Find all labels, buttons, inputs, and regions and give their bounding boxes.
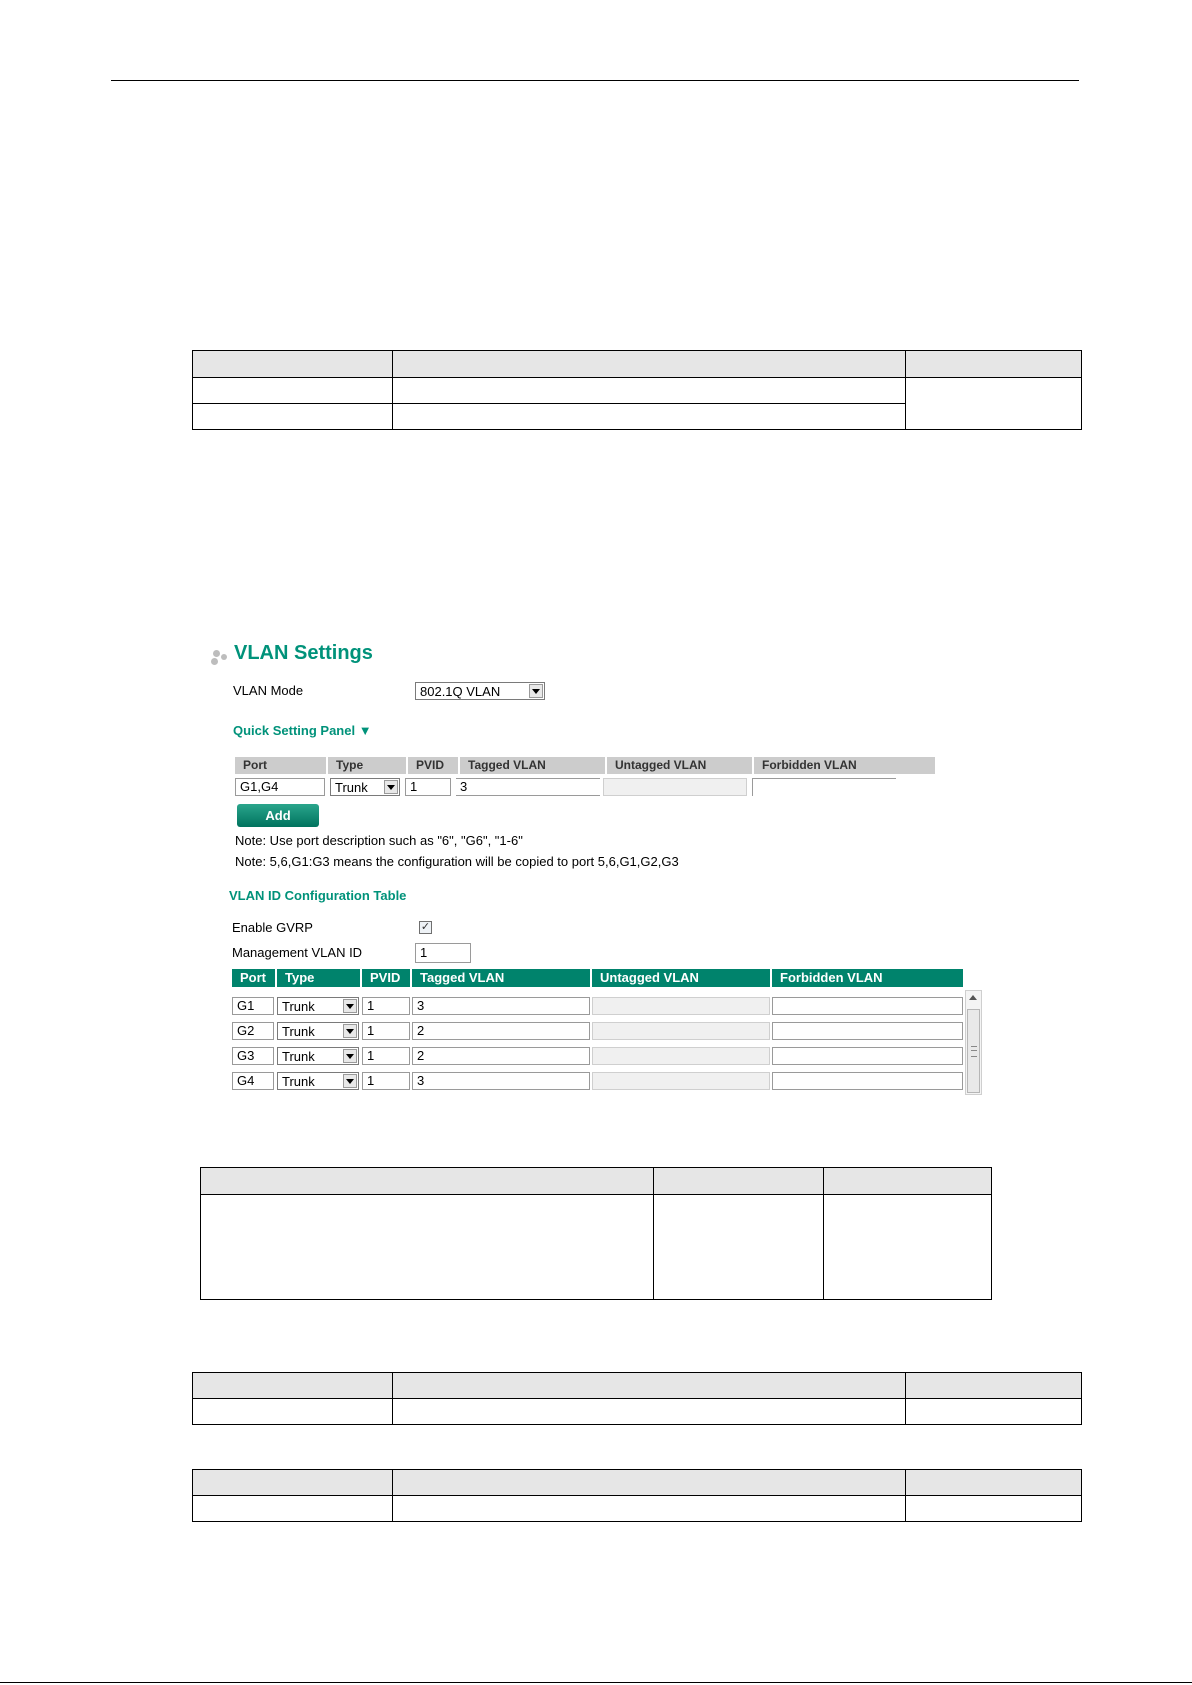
row-type-select[interactable] [277, 1022, 359, 1040]
quick-header-untagged: Untagged VLAN [607, 757, 752, 774]
row-port: G3 [232, 1047, 274, 1065]
row-forbidden-input[interactable] [772, 997, 963, 1015]
table-header-cell [193, 1373, 393, 1399]
triangle-down-icon: ▼ [358, 723, 372, 738]
table-cell [193, 1496, 393, 1522]
row-tagged-input[interactable]: 2 [412, 1047, 590, 1065]
quick-forbidden-input[interactable] [752, 778, 896, 796]
row-type-select[interactable] [277, 997, 359, 1015]
title-dots-icon [211, 650, 231, 666]
row-untagged-input [592, 1072, 770, 1090]
chevron-down-icon [384, 780, 398, 794]
table-header-cell [906, 1470, 1082, 1496]
table-header-untagged: Untagged VLAN [592, 969, 770, 987]
table-cell [393, 1399, 906, 1425]
row-type-value: Trunk [282, 1074, 315, 1089]
quick-header-tagged: Tagged VLAN [460, 757, 605, 774]
footer-rule [0, 1682, 1192, 1683]
setting-table-1 [192, 350, 1082, 430]
table-scrollbar[interactable] [965, 990, 982, 1095]
table-header-cell [393, 1373, 906, 1399]
grip-icon [971, 1046, 977, 1057]
table-cell [654, 1195, 824, 1300]
table-cell [193, 1399, 393, 1425]
row-type-select[interactable] [277, 1047, 359, 1065]
row-untagged-input [592, 1047, 770, 1065]
vlan-mode-value: 802.1Q VLAN [420, 684, 501, 699]
row-untagged-input [592, 997, 770, 1015]
table-header-pvid: PVID [362, 969, 410, 987]
setting-table-4 [192, 1469, 1082, 1522]
note-line-1: Note: Use port description such as "6", "G6", "1-6" [235, 833, 523, 848]
row-type-value: Trunk [282, 1049, 315, 1064]
table-cell [906, 1496, 1082, 1522]
table-header-forbidden: Forbidden VLAN [772, 969, 963, 987]
header-rule [111, 80, 1079, 81]
row-port: G2 [232, 1022, 274, 1040]
management-vlan-label: Management VLAN ID [232, 945, 363, 960]
quick-type-select[interactable] [330, 778, 400, 796]
row-forbidden-input[interactable] [772, 1072, 963, 1090]
row-tagged-input[interactable]: 3 [412, 997, 590, 1015]
table-cell [393, 378, 906, 404]
row-pvid-input[interactable]: 1 [362, 997, 410, 1015]
chevron-down-icon [343, 1074, 357, 1088]
table-header-cell [193, 1470, 393, 1496]
setting-table-3 [192, 1372, 1082, 1425]
quick-setting-panel-toggle[interactable] [233, 723, 372, 738]
table-header-tagged: Tagged VLAN [412, 969, 590, 987]
table-cell [906, 378, 1082, 430]
quick-header-pvid: PVID [408, 757, 458, 774]
quick-port-input[interactable]: G1,G4 [235, 778, 325, 796]
row-pvid-input[interactable]: 1 [362, 1022, 410, 1040]
chevron-down-icon [529, 684, 543, 698]
table-cell [824, 1195, 992, 1300]
table-cell [393, 404, 906, 430]
table-header-cell [824, 1168, 992, 1195]
management-vlan-input[interactable]: 1 [415, 943, 471, 963]
table-cell [906, 1399, 1082, 1425]
row-port: G1 [232, 997, 274, 1015]
vlan-mode-label: VLAN Mode [233, 683, 304, 698]
quick-tagged-input[interactable]: 3 [456, 778, 600, 796]
table-cell [193, 404, 393, 430]
quick-setting-panel-label: Quick Setting Panel [233, 723, 356, 738]
row-untagged-input [592, 1022, 770, 1040]
note-line-2: Note: 5,6,G1:G3 means the configuration will be copied to port 5,6,G1,G2,G3 [235, 854, 679, 869]
table-cell [193, 378, 393, 404]
scroll-thumb[interactable] [967, 1009, 980, 1093]
table-header-type: Type [277, 969, 360, 987]
config-table-title: VLAN ID Configuration Table [229, 888, 407, 903]
chevron-down-icon [343, 999, 357, 1013]
quick-header-type: Type [328, 757, 406, 774]
quick-header-forbidden: Forbidden VLAN [754, 757, 935, 774]
row-type-value: Trunk [282, 1024, 315, 1039]
vlan-settings-screenshot [205, 630, 985, 1100]
table-header-cell [193, 351, 393, 378]
row-forbidden-input[interactable] [772, 1047, 963, 1065]
table-header-cell [654, 1168, 824, 1195]
quick-header-port: Port [235, 757, 326, 774]
quick-untagged-input [603, 778, 747, 796]
table-header-port: Port [232, 969, 275, 987]
table-header-cell [906, 1373, 1082, 1399]
table-header-cell [201, 1168, 654, 1195]
vlan-mode-select[interactable] [415, 682, 545, 700]
enable-gvrp-label: Enable GVRP [232, 920, 313, 935]
row-tagged-input[interactable]: 2 [412, 1022, 590, 1040]
row-forbidden-input[interactable] [772, 1022, 963, 1040]
enable-gvrp-checkbox[interactable]: ✓ [420, 921, 431, 933]
row-pvid-input[interactable]: 1 [362, 1072, 410, 1090]
table-cell [201, 1195, 654, 1300]
table-header-cell [393, 351, 906, 378]
row-port: G4 [232, 1072, 274, 1090]
row-type-select[interactable] [277, 1072, 359, 1090]
row-tagged-input[interactable]: 3 [412, 1072, 590, 1090]
setting-table-2 [200, 1167, 992, 1300]
scroll-up-icon[interactable] [969, 995, 977, 1000]
quick-pvid-input[interactable]: 1 [405, 778, 451, 796]
row-type-value: Trunk [282, 999, 315, 1014]
row-pvid-input[interactable]: 1 [362, 1047, 410, 1065]
table-cell [393, 1496, 906, 1522]
chevron-down-icon [343, 1024, 357, 1038]
chevron-down-icon [343, 1049, 357, 1063]
table-header-cell [906, 351, 1082, 378]
table-header-cell [393, 1470, 906, 1496]
add-button[interactable]: Add [237, 804, 319, 827]
quick-type-value: Trunk [335, 780, 368, 795]
vlan-settings-title: VLAN Settings [234, 642, 373, 664]
